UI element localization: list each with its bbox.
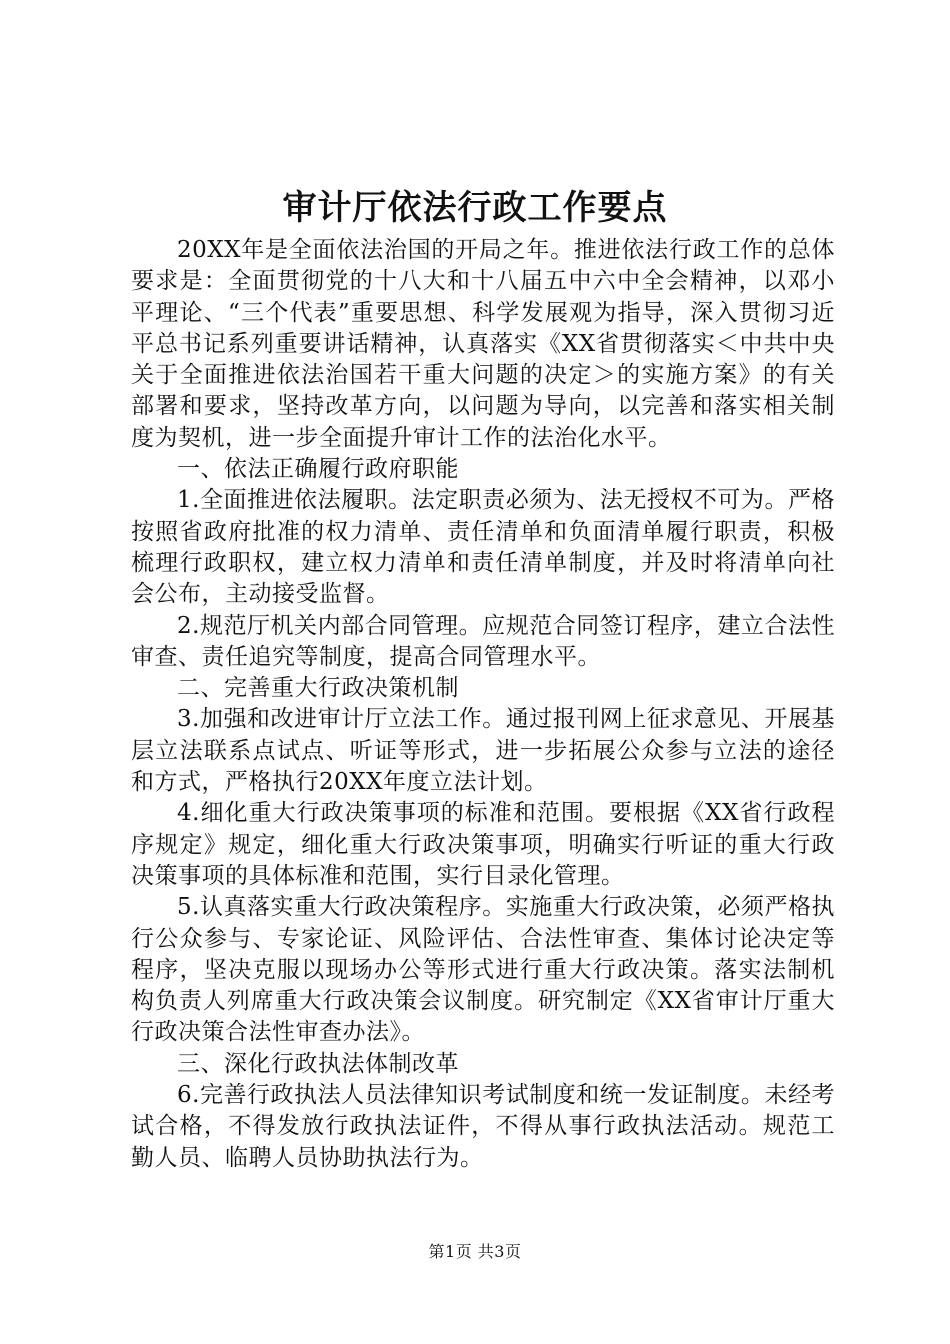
item-paragraph-6: 6.完善行政执法人员法律知识考试制度和统一发证制度。未经考试合格，不得发放行政执法证件，不得从事行政执法活动。规范工勤人员、临聘人员协助执法行为。 bbox=[131, 1082, 835, 1171]
item-paragraph-2: 2.规范厅机关内部合同管理。应规范合同签订程序，建立合法性审查、责任追究等制度，提高合同管理水平。 bbox=[131, 612, 835, 670]
intro-paragraph: 20XX年是全面依法治国的开局之年。推进依法行政工作的总体要求是：全面贯彻党的十八大和十八届五中六中全会精神，以邓小平理论、“三个代表”重要思想、科学发展观为指导，深入贯彻习近平总书记系列重要讲话精神，认真落实《XX省贯彻落实＜中共中央关于全面推进依法治国若干重大问题的决定＞的实施方案》的有关部署和要求，坚持改革方向，以问题为导向，以完善和落实相关制度为契机，进一步全面提升审计工作的法治化水平。 bbox=[131, 237, 835, 451]
item-paragraph-3: 3.加强和改进审计厅立法工作。通过报刊网上征求意见、开展基层立法联系点试点、听证等形式，进一步拓展公众参与立法的途径和方式，严格执行20XX年度立法计划。 bbox=[131, 706, 835, 796]
section-heading-3: 三、深化行政执法体制改革 bbox=[177, 1050, 459, 1077]
item-paragraph-5: 5.认真落实重大行政决策程序。实施重大行政决策，必须严格执行公众参与、专家论证、风险评估、合法性审查、集体讨论决定等程序，坚决克服以现场办公等形式进行重大行政决策。落实法制机构负责人列席重大行政决策会议制度。研究制定《XX省审计厅重大行政决策合法性审查办法》。 bbox=[131, 894, 835, 1046]
section-heading-2: 二、完善重大行政决策机制 bbox=[177, 675, 459, 702]
item-paragraph-1: 1.全面推进依法履职。法定职责必须为、法无授权不可为。严格按照省政府批准的权力清单、责任清单和负面清单履行职责，积极梳理行政职权，建立权力清单和责任清单制度，并及时将清单向社会公布，主动接受监督。 bbox=[131, 487, 835, 608]
section-heading-1: 一、依法正确履行政府职能 bbox=[177, 456, 459, 483]
document-body bbox=[131, 235, 835, 1174]
page-footer: 第1页 共3页 bbox=[428, 1242, 522, 1261]
document-title: 审计厅依法行政工作要点 bbox=[282, 188, 668, 228]
item-paragraph-4: 4.细化重大行政决策事项的标准和范围。要根据《XX省行政程序规定》规定，细化重大行政决策事项，明确实行听证的重大行政决策事项的具体标准和范围，实行目录化管理。 bbox=[131, 800, 835, 889]
